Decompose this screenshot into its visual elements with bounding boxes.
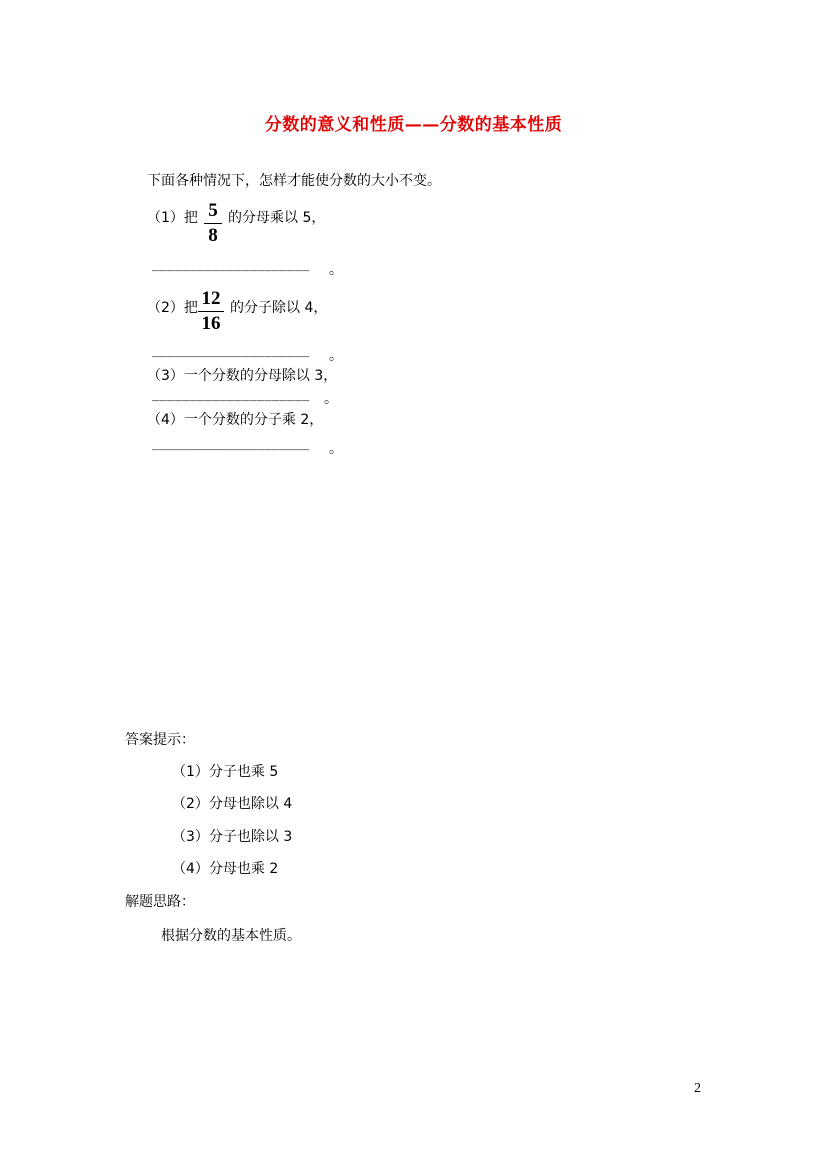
solution-text: 根据分数的基本性质。 <box>161 928 301 944</box>
answer-item-4: （4）分母也乘 2 <box>172 861 279 877</box>
fraction-5-8 <box>204 200 222 247</box>
question-1-end: 。 <box>329 262 343 278</box>
question-3-end: 。 <box>324 391 338 407</box>
page-number: 2 <box>694 1081 701 1096</box>
fraction-numerator: 12 <box>201 288 221 309</box>
answer-blank-1[interactable]: _____________________ <box>152 260 310 274</box>
instruction-text: 下面各种情况下，怎样才能使分数的大小不变。 <box>147 173 441 189</box>
page-title: 分数的意义和性质——分数的基本性质 <box>264 115 563 135</box>
question-2-end: 。 <box>329 348 343 364</box>
fraction-denominator: 8 <box>208 225 218 246</box>
answer-item-3: （3）分子也除以 3 <box>172 829 293 845</box>
answer-blank-2[interactable]: _____________________ <box>152 346 310 360</box>
answer-blank-3[interactable]: _____________________ <box>152 390 310 404</box>
fraction-12-16 <box>198 288 224 335</box>
answer-item-1: （1）分子也乘 5 <box>172 764 279 780</box>
fraction-numerator: 5 <box>208 200 218 221</box>
question-2-prefix: （2）把 <box>147 300 198 316</box>
fraction-denominator: 16 <box>201 313 221 334</box>
question-4-text: （4）一个分数的分子乘 2， <box>147 412 324 428</box>
question-1-suffix: 的分母乘以 5， <box>228 210 326 226</box>
fraction-bar <box>204 223 222 224</box>
answers-heading: 答案提示： <box>125 732 195 748</box>
question-4-end: 。 <box>329 441 343 457</box>
question-2-suffix: 的分子除以 4， <box>230 300 328 316</box>
question-1-prefix: （1）把 <box>147 210 198 226</box>
answer-item-2: （2）分母也除以 4 <box>172 796 293 812</box>
question-3-text: （3）一个分数的分母除以 3， <box>147 368 338 384</box>
solution-heading: 解题思路： <box>125 894 195 910</box>
answer-blank-4[interactable]: _____________________ <box>152 439 310 453</box>
fraction-bar <box>198 311 224 312</box>
